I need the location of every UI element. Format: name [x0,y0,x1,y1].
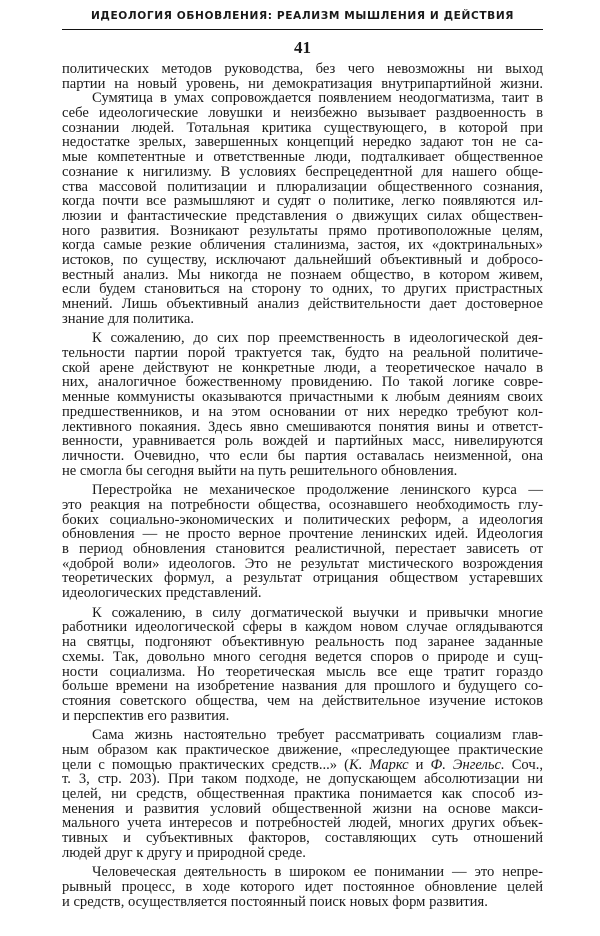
text-line: них, аналогичное божественному провидению. По такой логике совре- [62,374,543,391]
text-line: политических методов руководства, без чего невозможны ни выход [62,61,543,77]
text-line: ным образом как практическое движение, «преследующее практические [62,741,543,758]
paragraph [62,331,543,478]
header-rule [62,29,543,30]
text-line: мального учета интересов и потребностей людей, многих других объек- [62,815,543,832]
text-line: предшественников, и на этом основании от них нередко требуют кол- [62,403,543,420]
text-line: и средств, осуществляется постоянный поиск новых форм развития. [62,893,488,910]
text-line: личности. Очевидно, что если бы партия оставалась неизменной, она [62,447,543,464]
text-line: К сожалению, до сих пор преемственность в идеологической дея- [92,330,543,347]
page-body-text [62,62,543,915]
text-line: лективного покаяния. Здесь явно смешиваются понятия вины и ответст- [62,418,543,435]
text-line: Сама жизнь настоятельно требует рассматривать социализм глав- [92,727,543,744]
text-line: истоков, по существу, исключают дальнейший объективный и добросо- [62,251,543,268]
text-line: К сожалению, в силу догматической выучки и привычки многие [92,604,543,621]
text-line: люзии и фантастические представления о движущих силах обществен- [62,207,543,224]
page-number: 41 [294,38,311,57]
text-line: схемы. Так, довольно много сегодня ведется споров о природе и сущ- [62,648,543,665]
text-line: знание для политика. [62,310,195,327]
text-line: тельности партии порой трактуется так, будто на реальной политиче- [62,345,543,362]
paragraph [62,91,543,326]
text-line: т. 3, стр. 203). При таком подходе, не допускающем абсолютизации ни [62,771,543,788]
text-line: венности, уравнивается роль вождей и партийных масс, нивелируются [62,433,543,450]
text-line [62,758,543,773]
text-line: если будем становиться на сторону то одних, то других пристрастных [62,281,543,298]
text-line: менения и развития условий общественной жизни на основе макси- [62,800,543,817]
text-line: на святцы, подгоняют объективную реальность под заранее заданные [62,634,543,651]
text-line: Человеческая деятельность в широком ее понимании — это непре- [92,864,543,881]
text-line: обновления — не просто верное прочтение ленинских идей. Идеология [62,526,543,543]
text-line: вестный анализ. Мы никогда не познаем общество, в котором живем, [62,266,543,283]
text-line: сознание к нигилизму. В условиях беспрецедентной для нашего обще- [62,163,543,180]
text-line: ности социализма. Но теоретическая мысль все еще тратит гораздо [62,663,543,680]
text-segment: Соч., [504,756,543,773]
text-segment: и [408,756,431,773]
text-line: это реакция на потребности общества, осознавшего необходимость глу- [62,496,543,513]
paragraph [62,728,543,860]
running-header-title: ИДЕОЛОГИЯ ОБНОВЛЕНИЯ: РЕАЛИЗМ МЫШЛЕНИЯ И ДЕЙСТВИЯ [90,10,515,22]
text-segment: цели с помощью практических средств...» ( [62,756,349,773]
text-line: ного развития. Возникают результаты прямо противоположные целям, [62,222,543,239]
text-line: недостатке зрелых, завершенных концепций нередко задают тон не са- [62,134,543,151]
text-line: себе идеологические ловушки и неизбежно вызывает раздвоенность в [62,105,543,122]
text-line: Перестройка не механическое продолжение ленинского курса — [92,482,543,499]
text-line: и перспектив его развития. [62,707,230,724]
paragraph [62,865,543,909]
text-line: партии на новый уровень, ни демократизация внутрипартийной жизни. [62,75,543,92]
citation-author: Ф. Энгельс. [430,756,505,773]
paragraph [62,606,543,724]
text-line: Сумятица в умах сопровождается появлением неодогматизма, таит в [92,90,543,107]
text-line: боких социально-экономических и политических реформ, а идеология [62,511,543,528]
text-line: целей, ни средств, общественная практика понимается как способ из- [62,786,543,802]
text-line: когда почти все размышляют и судят о политике, легко появляются ил- [62,193,543,210]
text-line: мнений. Лишь объективный анализ действительности дает достоверное [62,296,543,312]
text-line: «доброй воли» идеологов. Это не результат мистического возрождения [62,555,543,572]
text-line: тивных и субъективных факторов, составляющих суть отношений [62,830,543,847]
text-line: менные коммунисты оказываются причастными к любым деяниям своих [62,389,543,406]
paragraph [62,62,543,91]
paragraph [62,483,543,601]
citation-author: К. Маркс [349,756,409,773]
text-line: больше времени на изобретение названия для прошлого и будущего со- [62,678,543,695]
text-line: идеологических представлений. [62,585,262,602]
text-line: теоретических формул, а результат отрицания обществом устаревших [62,570,543,587]
text-line: ства массовой политизации и плюрализации общественного сознания, [62,178,543,195]
text-line: мые компетентные и ответственные люди, подталкивает общественное [62,149,543,166]
text-line: в период обновления становится реалистичной, перестает зависеть от [62,541,543,557]
text-line: рывный процесс, в ходе которого идет постоянное обновление целей [62,879,543,896]
text-line: работники идеологической сферы в каждом новом случае оглядываются [62,619,543,636]
text-line: стояния советского общества, чем на действительное изучение истоков [62,692,543,709]
text-line: людей друг к другу и природной среде. [62,844,306,861]
text-line: ской арене действуют не конкретные люди, а теоретическое начало в [62,359,543,376]
text-line: когда самые резкие обличения сталинизма, застоя, их «доктринальных» [62,237,543,254]
text-line: не смогла бы сегодня выйти на путь решительного обновления. [62,462,458,479]
text-line: сознании людей. Тотальная критика существующего, в которой при [62,119,543,136]
